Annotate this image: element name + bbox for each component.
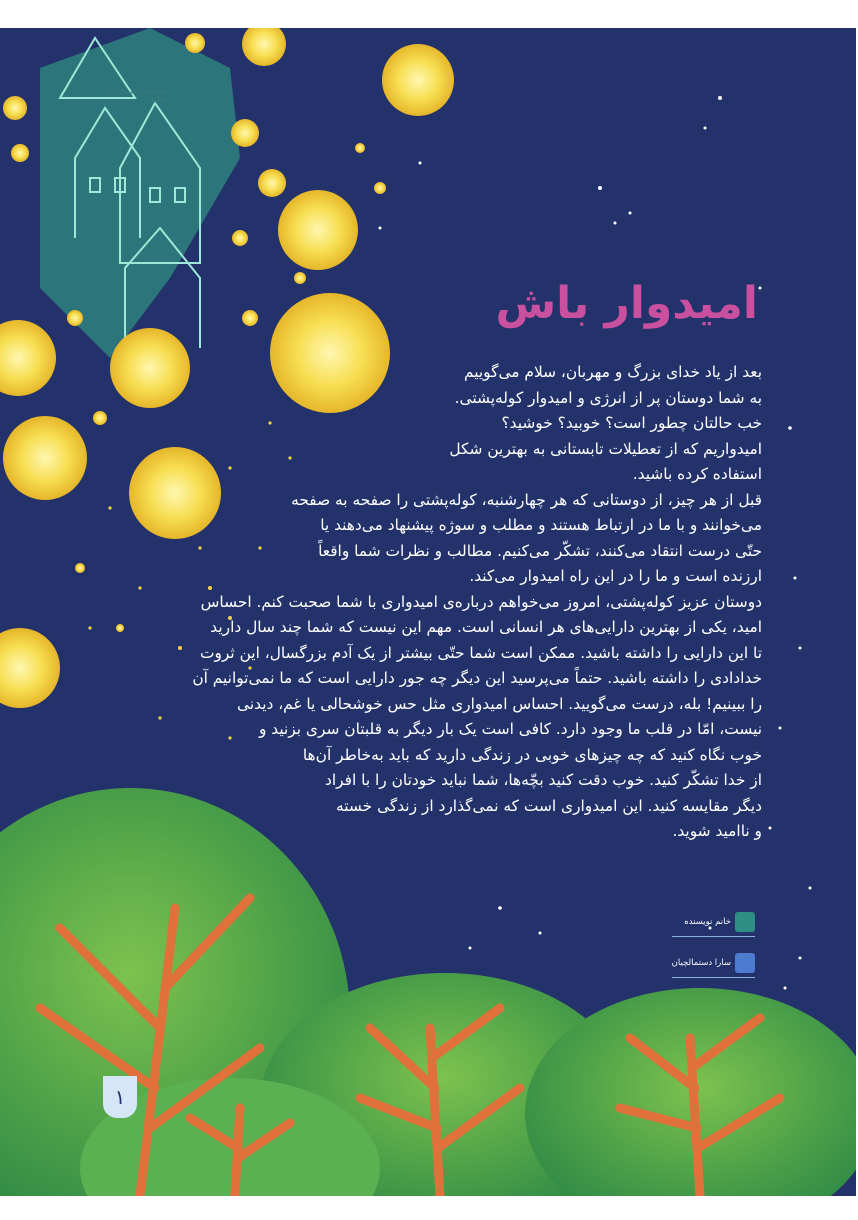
page-title: امیدوار باش <box>495 278 758 329</box>
illustrator-credit <box>672 951 755 978</box>
pen-icon <box>735 912 755 932</box>
paragraph-line: و ناامید شوید. <box>672 822 762 840</box>
paragraph-line: به شما دوستان پر از انرژی و امیدوار کوله‌پشتی. <box>454 388 762 407</box>
paragraph-line: ارزنده است و ما را در این راه امیدوار می‌کند. <box>469 567 762 585</box>
author-name: خانم نویسنده <box>684 917 731 927</box>
page-number: ۱ <box>103 1076 137 1118</box>
paragraph-line: بعد از یاد خدای بزرگ و مهربان، سلام می‌گوییم <box>464 363 762 381</box>
paragraph-line: از خدا تشکّر کنید. خوب دقت کنید بچّه‌ها، شما نباید خودتان را با افراد <box>325 771 762 789</box>
paragraph-line: خوب نگاه کنید که چه چیزهای خوبی در زندگی دارید که باید به‌خاطر آن‌ها <box>302 745 762 764</box>
issue-number: شماره ۱ <box>146 96 168 103</box>
article-body <box>132 360 762 845</box>
paragraph-line: را ببینیم! بله، درست می‌گویید. احساس امیدواری مثل حس خوشحالی یا غم، دیدنی <box>237 694 762 713</box>
paragraph-line: می‌خوانند و با ما در ارتباط هستند و مطلب و سوژه پیشنهاد می‌دهند یا <box>320 516 762 534</box>
credits <box>672 910 755 992</box>
paragraph-line: دیگر مقایسه کنید. این امیدواری است که نمی‌گذارد از زندگی خسته <box>336 796 762 815</box>
magazine-page <box>0 28 856 1196</box>
paragraph-line: خب حالتان چطور است؟ خوبید؟ خوشید؟ <box>501 414 762 432</box>
illustrator-name: سارا دستمالچیان <box>671 958 731 968</box>
paragraph-line: امید، یکی از بهترین دارایی‌های هر انسانی است. مهم این نیست که شما چند سال دارید <box>210 618 762 636</box>
paragraph-line: حتّی درست انتقاد می‌کنند، تشکّر می‌کنیم. مطالب و نظرات شما واقعاً <box>318 541 762 560</box>
paragraph-line: تا این دارایی را داشته باشید. ممکن است شما حتّی بیشتر از یک آدم بزرگسال، این ثروت <box>200 643 762 662</box>
brush-icon <box>735 953 755 973</box>
issue-date: چهارشنبه ۶ شهریور ۱۳۹۸ <box>104 88 168 95</box>
paragraph-line: استفاده کرده باشید. <box>632 465 762 483</box>
paragraph-line: نیست، امّا در قلب ما وجود دارد. کافی است یک بار دیگر به قلبتان سری بزنید و <box>258 720 762 738</box>
paragraph-line: امیدواریم که از تعطیلات تابستانی به بهترین شکل <box>449 439 762 458</box>
paragraph-line: قبل از هر چیز، از دوستانی که هر چهارشنبه، کوله‌پشتی را صفحه به صفحه <box>291 490 762 509</box>
author-credit <box>672 910 755 937</box>
paragraph-line: خدادادی را داشته باشید. حتماً می‌پرسید این دیگر چه جور دارایی است که ما نمی‌توانیم آن <box>192 669 762 687</box>
issue-stamp <box>104 88 168 114</box>
paragraph-line: دوستان عزیز کوله‌پشتی، امروز می‌خواهم درباره‌ی امیدواری با شما صحبت کنم. احساس <box>200 592 762 611</box>
